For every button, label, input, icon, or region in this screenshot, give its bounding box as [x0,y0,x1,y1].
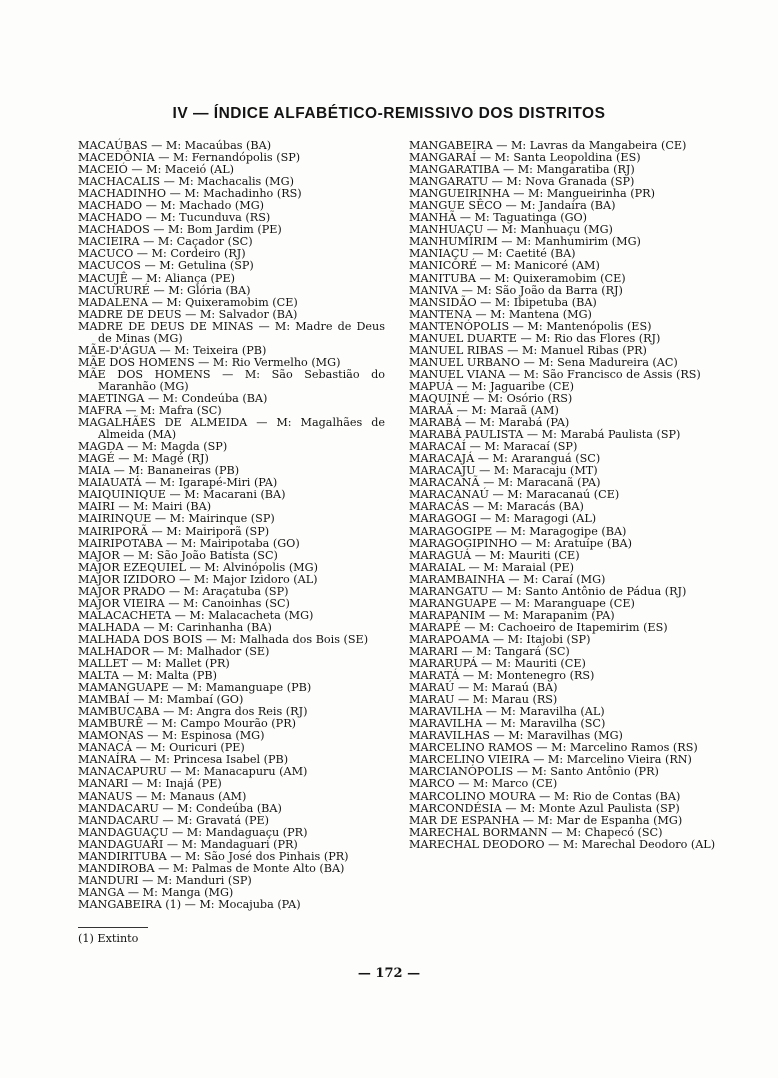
index-entry: MAFRA — M: Mafra (SC) [78,404,222,418]
index-entry: MANITUBA — M: Quixeramobim (CE) [409,271,626,285]
index-entry: MAJOR PRADO — M: Araçatuba (SP) [78,584,289,598]
index-entry: MACHADOS — M: Bom Jardim (PE) [78,223,282,237]
index-entry: MACHADO — M: Machado (MG) [78,199,264,213]
index-entry: MARATÁ — M: Montenegro (RS) [409,669,595,683]
index-entry: MANGABEIRA — M: Lavras da Mangabeira (CE) [409,139,687,152]
index-entry: MARACÁS — M: Maracás (BA) [409,500,584,514]
index-entry: MADALENA — M: Quixeramobim (CE) [78,295,298,309]
index-entry: MARAÚ — M: Maraú (BA) [409,681,558,695]
index-entry: MALHADA DOS BOIS — M: Malhada dos Bois (SE) [78,632,369,646]
index-entry: MARAPÉ — M: Cachoeiro de Itapemirim (ES) [409,620,668,634]
index-entry: MACURURÉ — M: Glória (BA) [78,283,251,297]
index-entry: MAIRINQUE — M: Mairinque (SP) [78,512,275,526]
index-entry: MANDACARU — M: Condeúba (BA) [78,801,282,815]
index-entry: MACEIÓ — M: Maceió (AL) [78,163,235,177]
index-entry: MANGARATIBA — M: Mangaratiba (RJ) [409,163,635,177]
index-entry: MACUCO — M: Cordeiro (RJ) [78,247,246,261]
index-entry: MAMBAÍ — M: Mambaí (GO) [78,693,244,707]
index-entry: MARECHAL DEODORO — M: Marechal Deodoro (AL) [409,837,716,851]
index-entry: MARABÁ — M: Marabá (PA) [409,416,570,430]
index-entry: MACIEIRA — M: Caçador (SC) [78,235,253,249]
page-number: — 172 — [357,966,421,981]
index-entry: MANAUS — M: Manaus (AM) [78,789,247,803]
index-entry: MALHADOR — M: Malhador (SE) [78,644,270,658]
index-entry: MANHUAÇU — M: Manhuaçu (MG) [409,223,613,237]
index-entry: MAMONAS — M: Espinosa (MG) [78,729,265,743]
index-entry: MARAÃ — M: Maraã (AM) [409,404,559,418]
index-entry: MACHACALIS — M: Machacalis (MG) [78,175,294,189]
index-entry: MANDACARU — M: Gravatá (PE) [78,813,270,827]
index-entry: MARACANÃ — M: Maracanã (PA) [409,476,601,490]
index-entry: MÃE DOS HOMENS — M: Rio Vermelho (MG) [78,355,341,369]
index-entry: MAIAUATÁ — M: Igarapé-Miri (PA) [78,476,278,490]
index-entry: MARACAJU — M: Maracaju (MT) [409,464,598,478]
index-entry: MALHADA — M: Carinhanha (BA) [78,620,272,634]
index-entry: MAR DE ESPANHA — M: Mar de Espanha (MG) [409,813,683,827]
index-entry: MANACÁ — M: Ouricuri (PE) [78,741,245,755]
index-entry: MANUEL URBANO — M: Sena Madureira (AC) [409,355,678,369]
index-entry: MAGÉ — M: Magé (RJ) [78,452,209,466]
right-column-index [409,140,716,851]
index-entry: MACHADINHO — M: Machadinho (RS) [78,187,302,201]
index-entry: MAMBURÊ — M: Campo Mourão (PR) [78,717,296,731]
index-entry: MAGDA — M: Magda (SP) [78,440,228,454]
index-entry: MAIQUINIQUE — M: Macarani (BA) [78,488,286,502]
index-entry: MARAIAL — M: Maraial (PE) [409,560,574,574]
index-entry: MANDAGUARI — M: Mandaguari (PR) [78,837,298,851]
index-entry: MANTENÓPOLIS — M: Mantenópolis (ES) [409,319,652,333]
index-entry: MÃE-D'ÁGUA — M: Teixeira (PB) [78,343,267,357]
index-entry: MAIRI — M: Mairi (BA) [78,500,212,514]
index-entry: MARCOLINO MOURA — M: Rio de Contas (BA) [409,789,681,803]
index-entry: MARABÁ PAULISTA — M: Marabá Paulista (SP) [409,428,681,442]
index-entry: MAMBUCABA — M: Angra dos Reis (RJ) [78,705,308,719]
index-entry: MARAMBAINHA — M: Caraí (MG) [409,572,606,586]
index-entry: MANIVA — M: São João da Barra (RJ) [409,283,623,297]
index-entry: MARAPANIM — M: Marapanim (PA) [409,608,615,622]
index-entry: MALTA — M: Malta (PB) [78,669,217,683]
index-entry: MANARI — M: Inajá (PE) [78,777,222,791]
index-entry: MÃE DOS HOMENS — M: São Sebastião do Maranhão (MG) [78,367,385,393]
index-entry: MANGUEIRINHA — M: Mangueirinha (PR) [409,187,655,201]
index-entry: MANUEL DUARTE — M: Rio das Flores (RJ) [409,331,661,345]
index-entry: MARAGOGIPE — M: Maragogipe (BA) [409,524,627,538]
index-entry: MARANGATU — M: Santo Antônio de Pádua (RJ) [409,584,687,598]
index-entry: MALACACHETA — M: Malacacheta (MG) [78,608,314,622]
index-entry: MARAGOGIPINHO — M: Aratuípe (BA) [409,536,632,550]
index-entry: MARAVILHAS — M: Maravilhas (MG) [409,729,623,743]
index-entry: MAMANGUAPE — M: Mamanguape (PB) [78,681,312,695]
index-entry: MADRE DE DEUS DE MINAS — M: Madre de Deus de Minas (MG) [78,319,385,345]
index-entry: MARAU — M: Marau (RS) [409,693,558,707]
index-entry: MARACAJÁ — M: Araranguá (SC) [409,452,601,466]
index-entry: MANGARAÍ — M: Santa Leopoldina (ES) [409,151,641,165]
index-entry: MANTENA — M: Mantena (MG) [409,307,592,321]
index-entry: MARCONDÉSIA — M: Monte Azul Paulista (SP) [409,801,680,815]
index-entry: MACEDÔNIA — M: Fernandópolis (SP) [78,151,301,165]
footnote: (1) Extinto [78,932,139,945]
index-entry: MAJOR — M: São João Batista (SC) [78,548,278,562]
index-entry: MARCIANÓPOLIS — M: Santo Antônio (PR) [409,765,659,779]
index-entry: MAETINGA — M: Condeúba (BA) [78,391,268,405]
index-entry: MAIA — M: Bananeiras (PB) [78,464,240,478]
index-entry: MANGARATU — M: Nova Granada (SP) [409,175,635,189]
index-entry: MANDAGUAÇU — M: Mandaguaçu (PR) [78,825,308,839]
index-entry: MANSIDÃO — M: Ibipetuba (BA) [409,295,597,309]
index-entry: MACUJÊ — M: Aliança (PE) [78,271,235,285]
index-entry: MAPUÁ — M: Jaguaribe (CE) [409,379,575,393]
left-column-index [78,140,385,911]
index-entry: MALLET — M: Mallet (PR) [78,657,230,671]
index-entry: MACHADO — M: Tucunduva (RS) [78,211,271,225]
page-title: IV — ÍNDICE ALFABÉTICO-REMISSIVO DOS DISTRITOS [172,105,606,122]
index-entry: MANDURI — M: Manduri (SP) [78,873,252,887]
index-entry: MARANGUAPE — M: Maranguape (CE) [409,596,635,610]
index-entry: MARARUPÁ — M: Mauriti (CE) [409,657,586,671]
index-entry: MANIAÇU — M: Caetité (BA) [409,247,576,261]
index-entry: MARAPOAMA — M: Itajobi (SP) [409,632,591,646]
index-entry: MARCO — M: Marco (CE) [409,777,558,791]
index-entry: MADRE DE DEUS — M: Salvador (BA) [78,307,298,321]
index-entry: MAJOR EZEQUIEL — M: Alvinópolis (MG) [78,560,318,574]
index-entry: MANUEL VIANA — M: São Francisco de Assis (RS) [409,367,701,381]
index-entry: MANHÃ — M: Taguatinga (GO) [409,211,588,225]
index-entry: MARECHAL BORMANN — M: Chapecó (SC) [409,825,663,839]
index-entry: MAQUINÉ — M: Osório (RS) [409,391,573,405]
index-entry: MARAVILHA — M: Maravilha (SC) [409,717,606,731]
index-entry: MAGALHÃES DE ALMEIDA — M: Magalhães de Almeida (MA) [78,416,385,442]
index-entry: MANUEL RIBAS — M: Manuel Ribas (PR) [409,343,647,357]
index-entry: MAIRIPOTABA — M: Mairipotaba (GO) [78,536,300,550]
index-entry: MANGUE SÊCO — M: Jandaíra (BA) [409,199,616,213]
index-entry: MAJOR VIEIRA — M: Canoinhas (SC) [78,596,290,610]
index-entry: MANDIROBA — M: Palmas de Monte Alto (BA) [78,861,345,875]
index-entry: MARAGUÁ — M: Mauriti (CE) [409,548,580,562]
index-entry: MARCELINO VIEIRA — M: Marcelino Vieira (RN) [409,753,692,767]
index-entry: MARAVILHA — M: Maravilha (AL) [409,705,605,719]
index-entry: MANGA — M: Manga (MG) [78,885,234,899]
index-entry: MACUCOS — M: Getulina (SP) [78,259,254,273]
footnote-rule [78,927,148,928]
index-entry: MACAÚBAS — M: Macaúbas (BA) [78,139,272,152]
index-entry: MANICORÉ — M: Manicoré (AM) [409,259,600,273]
index-entry: MARAGOGI — M: Maragogi (AL) [409,512,597,526]
index-entry: MARACAÍ — M: Maracaí (SP) [409,440,578,454]
index-entry: MANACAPURU — M: Manacapuru (AM) [78,765,308,779]
index-entry: MAIRIPORÃ — M: Mairiporã (SP) [78,524,270,538]
index-entry: MANGABEIRA (1) — M: Mocajuba (PA) [78,897,301,911]
index-entry: MANDIRITUBA — M: São José dos Pinhais (PR) [78,849,349,863]
index-entry: MANAÍRA — M: Princesa Isabel (PB) [78,753,289,767]
index-entry: MARCELINO RAMOS — M: Marcelino Ramos (RS) [409,741,698,755]
index-entry: MARARI — M: Tangará (SC) [409,644,570,658]
index-entry: MAJOR IZIDORO — M: Major Izidoro (AL) [78,572,318,586]
index-entry: MARACANAÚ — M: Maracanaú (CE) [409,488,620,502]
index-entry: MANHUMIRIM — M: Manhumirim (MG) [409,235,641,249]
